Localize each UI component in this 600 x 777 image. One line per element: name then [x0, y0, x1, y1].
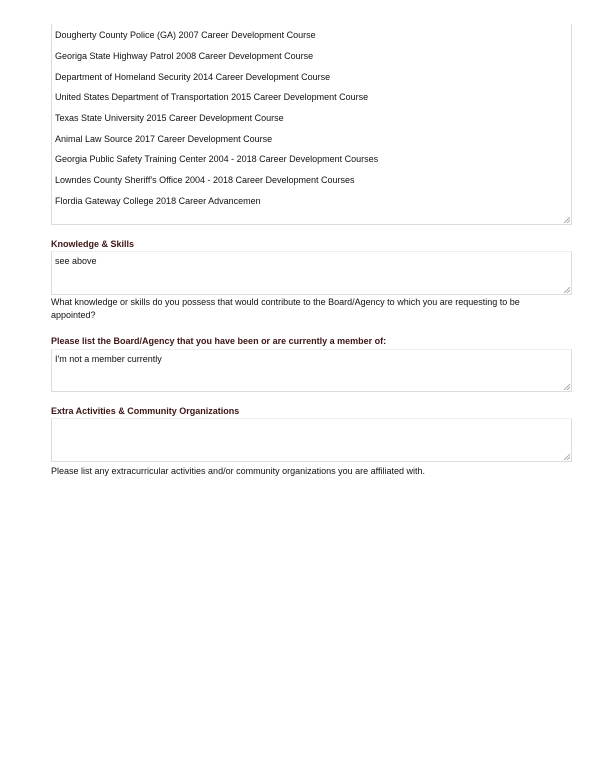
knowledge-value: see above [55, 256, 97, 266]
activities-textarea[interactable] [51, 418, 572, 462]
resize-handle-icon[interactable] [564, 287, 570, 293]
knowledge-label: Knowledge & Skills [51, 239, 135, 249]
training-line: Flordia Gateway College 2018 Career Advancemen [55, 196, 261, 206]
boards-label: Please list the Board/Agency that you have been or are currently a member of: [51, 336, 387, 346]
training-textarea[interactable] [51, 24, 572, 225]
training-line: Animal Law Source 2017 Career Development Course [55, 134, 273, 144]
resize-handle-icon[interactable] [564, 454, 570, 460]
knowledge-textarea[interactable] [51, 251, 572, 295]
activities-help: Please list any extracurricular activities and/or community organizations you are affiliated with. [51, 466, 426, 476]
boards-textarea[interactable] [51, 349, 572, 392]
boards-value: I'm not a member currently [55, 354, 162, 364]
training-line: Georiga State Highway Patrol 2008 Career Development Course [55, 51, 314, 61]
training-line: Department of Homeland Security 2014 Career Development Course [55, 72, 331, 82]
training-line: Georgia Public Safety Training Center 2004 - 2018 Career Development Courses [55, 154, 379, 164]
knowledge-help: What knowledge or skills do you possess that would contribute to the Board/Agency to which you are requesting to be appointed? [51, 297, 520, 320]
training-line: Dougherty County Police (GA) 2007 Career Development Course [55, 30, 316, 40]
resize-handle-icon[interactable] [564, 217, 570, 223]
training-line: Texas State University 2015 Career Development Course [55, 113, 284, 123]
activities-label: Extra Activities & Community Organizations [51, 406, 240, 416]
training-line: United States Department of Transportation 2015 Career Development Course [55, 92, 369, 102]
training-line: Lowndes County Sheriff's Office 2004 - 2018 Career Development Courses [55, 175, 355, 185]
resize-handle-icon[interactable] [564, 384, 570, 390]
